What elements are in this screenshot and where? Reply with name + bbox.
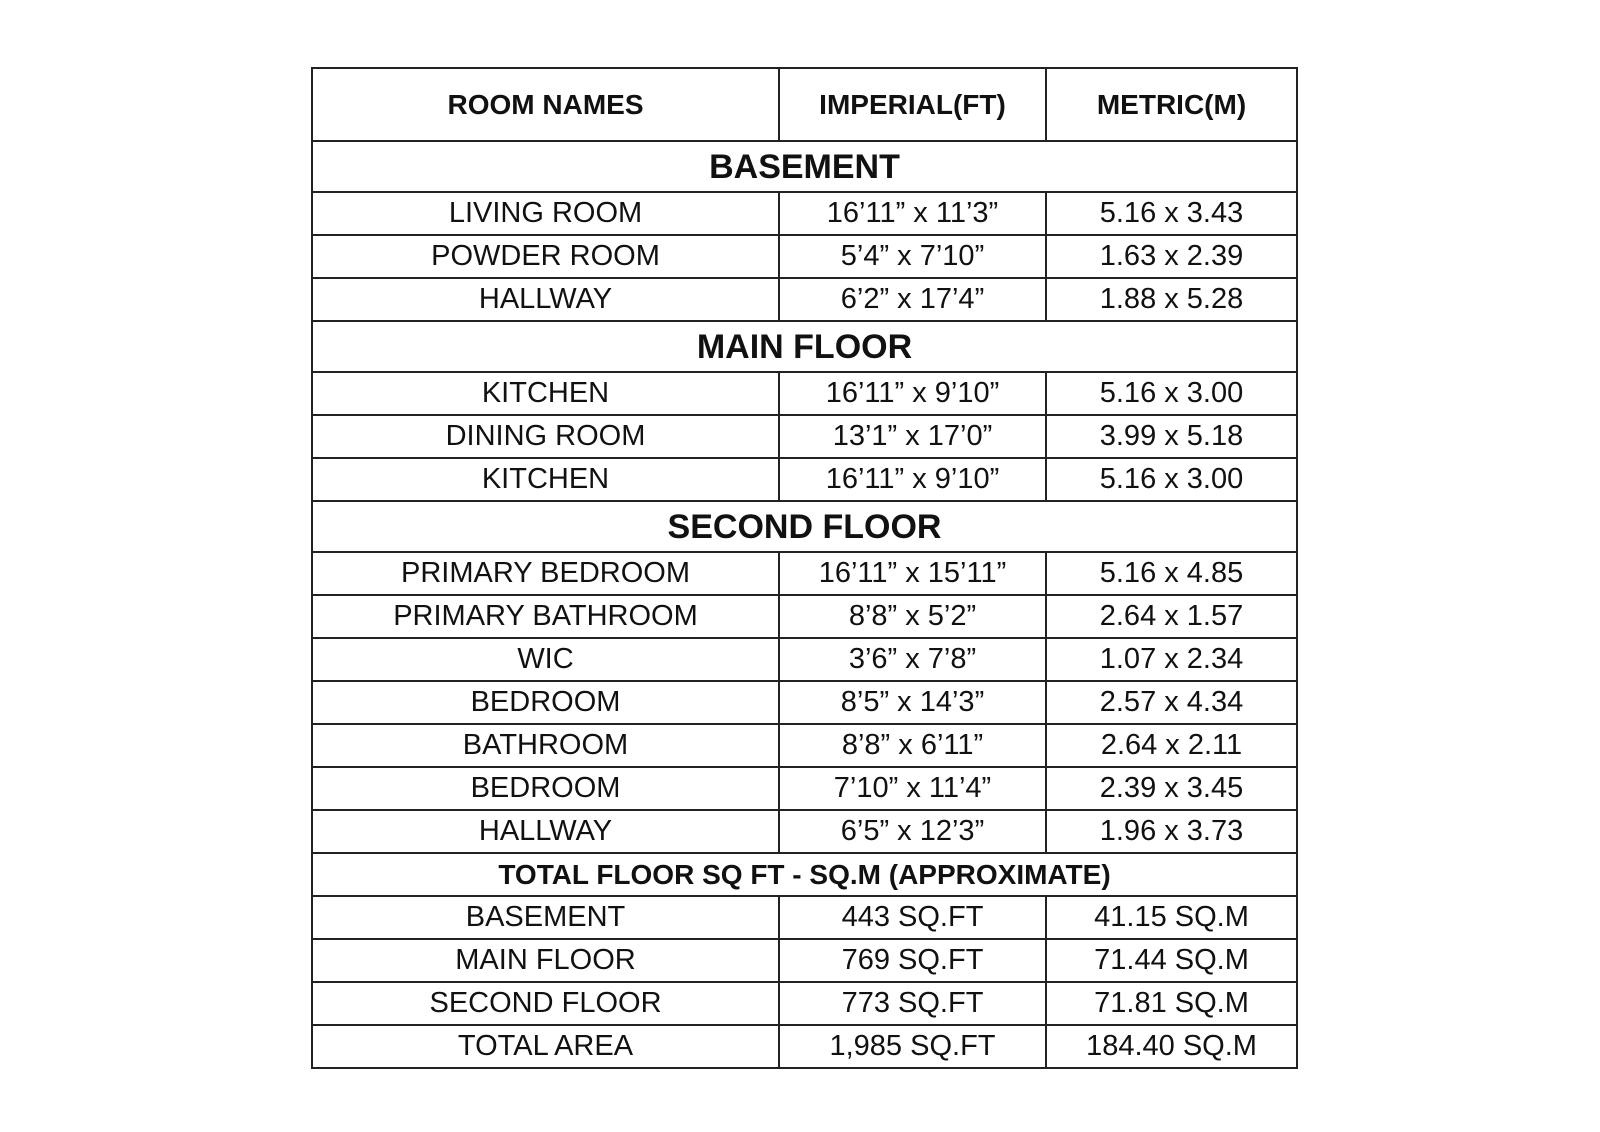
- imperial-value: 7’10” x 11’4”: [779, 767, 1046, 810]
- room-name: POWDER ROOM: [312, 235, 779, 278]
- metric-value: 5.16 x 3.00: [1046, 372, 1297, 415]
- section-basement: [312, 141, 1297, 192]
- metric-value: 1.63 x 2.39: [1046, 235, 1297, 278]
- imperial-value: 13’1” x 17’0”: [779, 415, 1046, 458]
- imperial-value: 1,985 SQ.FT: [779, 1025, 1046, 1068]
- room-name: KITCHEN: [312, 458, 779, 501]
- table-row: [312, 724, 1297, 767]
- room-name: WIC: [312, 638, 779, 681]
- floor-name: SECOND FLOOR: [312, 982, 779, 1025]
- imperial-value: 16’11” x 9’10”: [779, 458, 1046, 501]
- table-row: [312, 458, 1297, 501]
- metric-value: 2.39 x 3.45: [1046, 767, 1297, 810]
- metric-value: 71.44 SQ.M: [1046, 939, 1297, 982]
- table-row: [312, 235, 1297, 278]
- header-metric: METRIC(M): [1046, 68, 1297, 141]
- header-room-names: ROOM NAMES: [312, 68, 779, 141]
- table-row: [312, 372, 1297, 415]
- table-row: [312, 939, 1297, 982]
- room-name: KITCHEN: [312, 372, 779, 415]
- floor-name: MAIN FLOOR: [312, 939, 779, 982]
- table-row: [312, 767, 1297, 810]
- metric-value: 71.81 SQ.M: [1046, 982, 1297, 1025]
- imperial-value: 8’8” x 6’11”: [779, 724, 1046, 767]
- imperial-value: 5’4” x 7’10”: [779, 235, 1046, 278]
- metric-value: 3.99 x 5.18: [1046, 415, 1297, 458]
- imperial-value: 16’11” x 11’3”: [779, 192, 1046, 235]
- floor-name: BASEMENT: [312, 896, 779, 939]
- section-title: MAIN FLOOR: [312, 321, 1297, 372]
- section-main-floor: [312, 321, 1297, 372]
- metric-value: 5.16 x 3.00: [1046, 458, 1297, 501]
- imperial-value: 3’6” x 7’8”: [779, 638, 1046, 681]
- imperial-value: 6’2” x 17’4”: [779, 278, 1046, 321]
- metric-value: 184.40 SQ.M: [1046, 1025, 1297, 1068]
- imperial-value: 16’11” x 9’10”: [779, 372, 1046, 415]
- room-name: PRIMARY BEDROOM: [312, 552, 779, 595]
- table-row: [312, 896, 1297, 939]
- table-row: [312, 681, 1297, 724]
- table-row: [312, 278, 1297, 321]
- table-row: [312, 638, 1297, 681]
- table-row: [312, 552, 1297, 595]
- header-imperial: IMPERIAL(FT): [779, 68, 1046, 141]
- section-second-floor: [312, 501, 1297, 552]
- metric-value: 2.64 x 2.11: [1046, 724, 1297, 767]
- room-name: DINING ROOM: [312, 415, 779, 458]
- table-row: [312, 810, 1297, 853]
- table-row: [312, 982, 1297, 1025]
- metric-value: 5.16 x 4.85: [1046, 552, 1297, 595]
- metric-value: 2.64 x 1.57: [1046, 595, 1297, 638]
- section-title: SECOND FLOOR: [312, 501, 1297, 552]
- table-header-row: [312, 68, 1297, 141]
- imperial-value: 6’5” x 12’3”: [779, 810, 1046, 853]
- metric-value: 5.16 x 3.43: [1046, 192, 1297, 235]
- room-name: BEDROOM: [312, 681, 779, 724]
- table-row: [312, 415, 1297, 458]
- room-name: HALLWAY: [312, 278, 779, 321]
- room-name: BATHROOM: [312, 724, 779, 767]
- room-name: PRIMARY BATHROOM: [312, 595, 779, 638]
- metric-value: 2.57 x 4.34: [1046, 681, 1297, 724]
- section-title: TOTAL FLOOR SQ FT - SQ.M (APPROXIMATE): [312, 853, 1297, 896]
- room-name: HALLWAY: [312, 810, 779, 853]
- imperial-value: 769 SQ.FT: [779, 939, 1046, 982]
- metric-value: 41.15 SQ.M: [1046, 896, 1297, 939]
- imperial-value: 443 SQ.FT: [779, 896, 1046, 939]
- room-name: LIVING ROOM: [312, 192, 779, 235]
- imperial-value: 8’5” x 14’3”: [779, 681, 1046, 724]
- imperial-value: 773 SQ.FT: [779, 982, 1046, 1025]
- section-title: BASEMENT: [312, 141, 1297, 192]
- room-name: BEDROOM: [312, 767, 779, 810]
- metric-value: 1.96 x 3.73: [1046, 810, 1297, 853]
- floor-name: TOTAL AREA: [312, 1025, 779, 1068]
- imperial-value: 8’8” x 5’2”: [779, 595, 1046, 638]
- table-row: [312, 1025, 1297, 1068]
- room-dimensions-table: [311, 67, 1298, 1069]
- imperial-value: 16’11” x 15’11”: [779, 552, 1046, 595]
- table-row: [312, 595, 1297, 638]
- table-row: [312, 192, 1297, 235]
- metric-value: 1.07 x 2.34: [1046, 638, 1297, 681]
- metric-value: 1.88 x 5.28: [1046, 278, 1297, 321]
- section-totals: [312, 853, 1297, 896]
